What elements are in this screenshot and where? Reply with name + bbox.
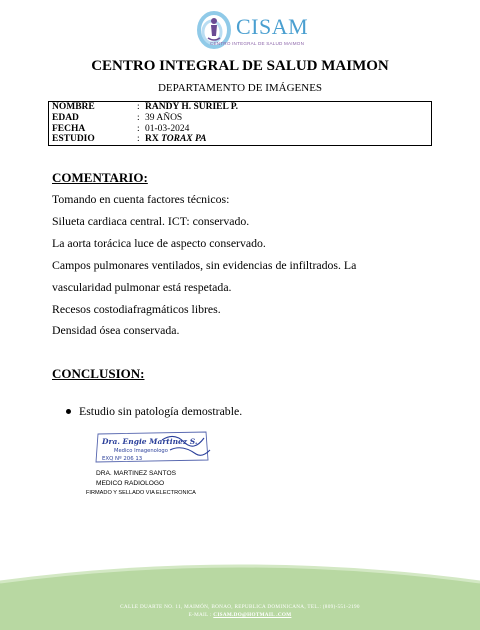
info-separator: :: [137, 134, 140, 145]
comment-line: Silueta cardiaca central. ICT: conservado.: [52, 214, 250, 228]
info-separator: :: [137, 112, 140, 123]
info-row-estudio: [49, 134, 431, 145]
document-title: CENTRO INTEGRAL DE SALUD MAIMON: [91, 58, 389, 74]
patient-info-box: [48, 101, 432, 146]
study-type: [145, 134, 206, 145]
study-type-name: TORAX PA: [161, 134, 207, 145]
info-separator: :: [137, 102, 140, 112]
info-row-edad: [49, 113, 431, 124]
footer-address: CALLE DUARTE NO. 11, MAIMÓN, BONAO, REPUBLICA DOMINICANA, TEL.: (809)-551-2190: [120, 604, 360, 610]
footer-email-link[interactable]: CISAM.DO@HOTMAIL .COM: [213, 612, 292, 618]
comment-line: Densidad ósea conservada.: [52, 323, 180, 337]
conclusion-item: [66, 404, 242, 419]
comment-line: Tomando en cuenta factores técnicos:: [52, 192, 230, 206]
cisam-logo: [192, 8, 309, 54]
patient-name: RANDY H. SURIEL P.: [145, 102, 238, 112]
info-label: EDAD: [52, 112, 79, 123]
doctor-role: MEDICO RADIOLOGO: [96, 480, 165, 487]
logo-tagline: CENTRO INTEGRAL DE SALUD MAIMON: [210, 41, 305, 46]
study-type-prefix: RX: [145, 134, 162, 145]
conclusion-text: Estudio sin patología demostrable.: [79, 404, 243, 418]
stamp-title: Medico Imagenologo: [114, 448, 168, 454]
comment-line: Campos pulmonares ventilados, sin evidencias de infiltrados. La: [52, 258, 357, 272]
info-label: FECHA: [52, 123, 86, 134]
bullet-icon: [66, 409, 71, 414]
study-date: 01-03-2024: [145, 123, 190, 134]
footer-email: [0, 612, 480, 618]
patient-age: 39 AÑOS: [145, 112, 183, 123]
comment-line: vascularidad pulmonar está respetada.: [52, 280, 232, 294]
stamp-exequatur: EXQ Nº 206 13: [102, 456, 143, 462]
signed-note: FIRMADO Y SELLADO VIA ELECTRONICA: [86, 490, 196, 496]
doctor-name: DRA. MARTINEZ SANTOS: [96, 470, 176, 477]
comment-heading: COMENTARIO:: [52, 170, 148, 185]
comment-line: Recesos costodiafragmáticos libres.: [52, 302, 221, 316]
footer-email-label: E-MAIL :: [188, 612, 214, 618]
info-row-fecha: [49, 124, 431, 135]
department-title: DEPARTAMENTO DE IMÁGENES: [157, 82, 323, 94]
signature-stamp: [92, 430, 212, 470]
conclusion-heading: CONCLUSION:: [52, 366, 145, 381]
logo-brand: CISAM: [236, 14, 309, 39]
info-label: ESTUDIO: [52, 134, 95, 145]
footer-wave: [0, 556, 480, 630]
comment-line: La aorta torácica luce de aspecto conservado.: [52, 236, 266, 250]
info-row-nombre: [49, 102, 431, 113]
info-separator: :: [137, 123, 140, 134]
info-label: NOMBRE: [52, 102, 95, 112]
stamp-name: Dra. Engie Martinez S.: [102, 437, 198, 446]
